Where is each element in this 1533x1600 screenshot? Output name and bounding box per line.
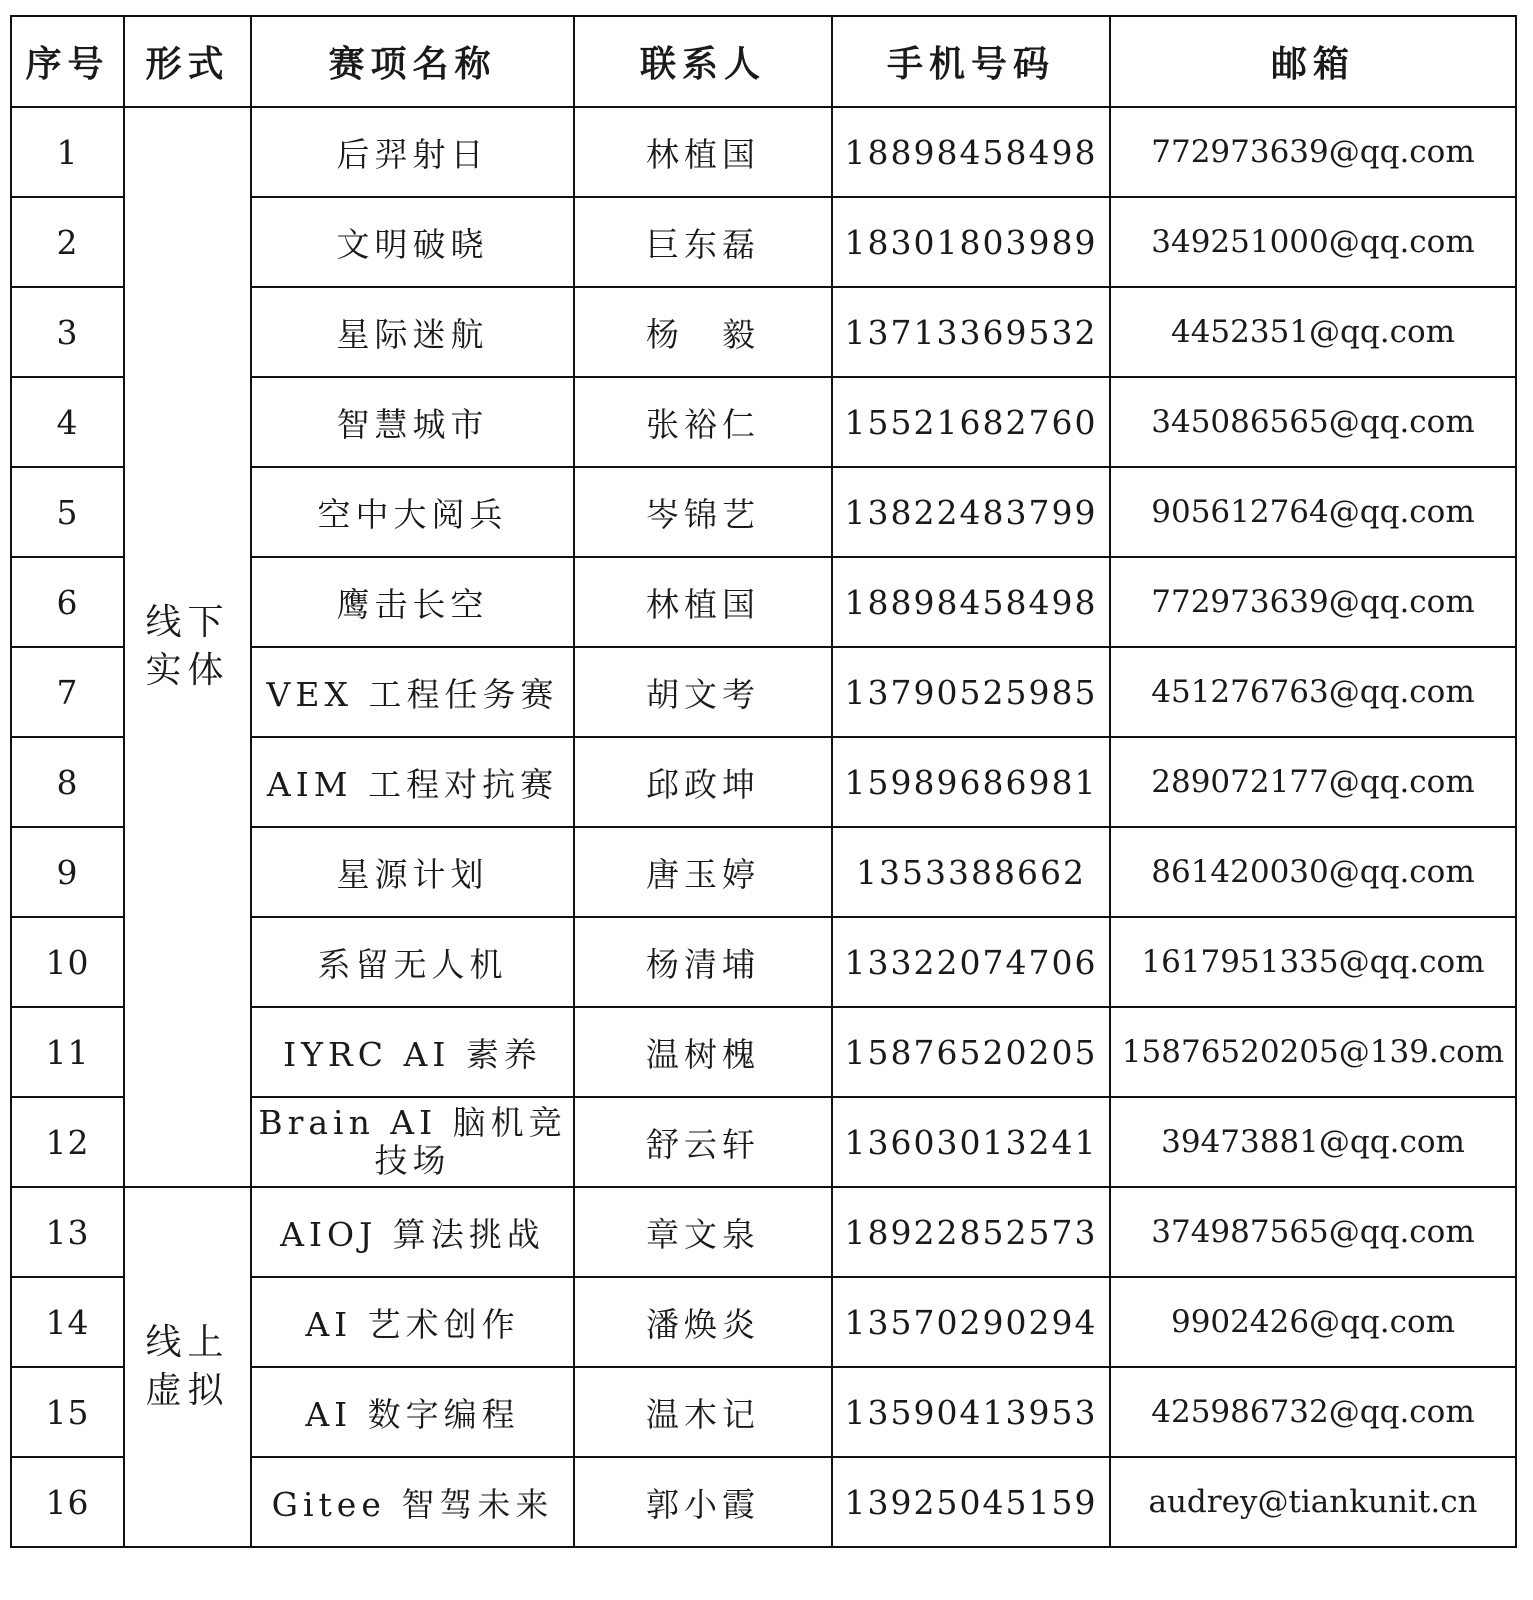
row-contact: 巨东磊 bbox=[574, 197, 832, 287]
row-event: 后羿射日 bbox=[251, 107, 574, 197]
row-index: 10 bbox=[11, 917, 124, 1007]
header-row bbox=[11, 16, 1516, 107]
row-index: 1 bbox=[11, 107, 124, 197]
row-event: Brain AI 脑机竞技场 bbox=[251, 1097, 574, 1187]
row-email: 345086565@qq.com bbox=[1110, 377, 1516, 467]
row-email: 15876520205@139.com bbox=[1110, 1007, 1516, 1097]
row-contact: 胡文考 bbox=[574, 647, 832, 737]
header-contact: 联系人 bbox=[574, 16, 832, 107]
row-index: 5 bbox=[11, 467, 124, 557]
row-event: Gitee 智驾未来 bbox=[251, 1457, 574, 1547]
row-index: 15 bbox=[11, 1367, 124, 1457]
row-event: IYRC AI 素养 bbox=[251, 1007, 574, 1097]
row-phone: 18301803989 bbox=[832, 197, 1110, 287]
row-index: 4 bbox=[11, 377, 124, 467]
format-online-cell bbox=[124, 1187, 251, 1547]
row-contact: 岑锦艺 bbox=[574, 467, 832, 557]
row-contact: 郭小霞 bbox=[574, 1457, 832, 1547]
row-email: 772973639@qq.com bbox=[1110, 557, 1516, 647]
row-phone: 18922852573 bbox=[832, 1187, 1110, 1277]
row-index: 12 bbox=[11, 1097, 124, 1187]
format-offline-line2: 实体 bbox=[145, 650, 230, 691]
row-event: AIOJ 算法挑战 bbox=[251, 1187, 574, 1277]
row-contact: 章文泉 bbox=[574, 1187, 832, 1277]
row-email: 289072177@qq.com bbox=[1110, 737, 1516, 827]
row-phone: 13322074706 bbox=[832, 917, 1110, 1007]
row-phone: 15521682760 bbox=[832, 377, 1110, 467]
row-event: 文明破晓 bbox=[251, 197, 574, 287]
row-phone: 18898458498 bbox=[832, 557, 1110, 647]
row-index: 3 bbox=[11, 287, 124, 377]
row-contact: 张裕仁 bbox=[574, 377, 832, 467]
row-event: 空中大阅兵 bbox=[251, 467, 574, 557]
row-email: 451276763@qq.com bbox=[1110, 647, 1516, 737]
format-offline-cell bbox=[124, 107, 251, 1187]
row-phone: 13790525985 bbox=[832, 647, 1110, 737]
row-index: 11 bbox=[11, 1007, 124, 1097]
row-email: 39473881@qq.com bbox=[1110, 1097, 1516, 1187]
row-contact: 唐玉婷 bbox=[574, 827, 832, 917]
row-event: 系留无人机 bbox=[251, 917, 574, 1007]
table-row bbox=[11, 107, 1516, 197]
row-email: 374987565@qq.com bbox=[1110, 1187, 1516, 1277]
header-phone: 手机号码 bbox=[832, 16, 1110, 107]
row-index: 7 bbox=[11, 647, 124, 737]
row-phone: 13713369532 bbox=[832, 287, 1110, 377]
row-phone: 15876520205 bbox=[832, 1007, 1110, 1097]
row-event: AIM 工程对抗赛 bbox=[251, 737, 574, 827]
row-email: 861420030@qq.com bbox=[1110, 827, 1516, 917]
row-index: 14 bbox=[11, 1277, 124, 1367]
format-online-line1: 线上 bbox=[145, 1322, 230, 1363]
row-contact: 潘焕炎 bbox=[574, 1277, 832, 1367]
row-email: 349251000@qq.com bbox=[1110, 197, 1516, 287]
row-event: 智慧城市 bbox=[251, 377, 574, 467]
row-contact: 温树槐 bbox=[574, 1007, 832, 1097]
row-index: 2 bbox=[11, 197, 124, 287]
row-phone: 13603013241 bbox=[832, 1097, 1110, 1187]
row-phone: 18898458498 bbox=[832, 107, 1110, 197]
row-phone: 15989686981 bbox=[832, 737, 1110, 827]
row-index: 13 bbox=[11, 1187, 124, 1277]
row-email: audrey@tiankunit.cn bbox=[1110, 1457, 1516, 1547]
row-email: 1617951335@qq.com bbox=[1110, 917, 1516, 1007]
row-event: VEX 工程任务赛 bbox=[251, 647, 574, 737]
row-email: 4452351@qq.com bbox=[1110, 287, 1516, 377]
row-phone: 13590413953 bbox=[832, 1367, 1110, 1457]
format-offline-line1: 线下 bbox=[145, 602, 230, 643]
row-event: AI 艺术创作 bbox=[251, 1277, 574, 1367]
row-contact: 杨清埔 bbox=[574, 917, 832, 1007]
row-phone: 13925045159 bbox=[832, 1457, 1110, 1547]
header-format: 形式 bbox=[124, 16, 251, 107]
contact-table bbox=[10, 15, 1517, 1548]
header-index: 序号 bbox=[11, 16, 124, 107]
row-phone: 13822483799 bbox=[832, 467, 1110, 557]
row-email: 905612764@qq.com bbox=[1110, 467, 1516, 557]
row-event: 星源计划 bbox=[251, 827, 574, 917]
row-contact: 杨 毅 bbox=[574, 287, 832, 377]
row-contact: 温木记 bbox=[574, 1367, 832, 1457]
row-index: 8 bbox=[11, 737, 124, 827]
row-email: 425986732@qq.com bbox=[1110, 1367, 1516, 1457]
row-event: 鹰击长空 bbox=[251, 557, 574, 647]
row-contact: 林植国 bbox=[574, 107, 832, 197]
row-contact: 邱政坤 bbox=[574, 737, 832, 827]
row-phone: 1353388662 bbox=[832, 827, 1110, 917]
row-phone: 13570290294 bbox=[832, 1277, 1110, 1367]
row-index: 6 bbox=[11, 557, 124, 647]
row-event: AI 数字编程 bbox=[251, 1367, 574, 1457]
header-event: 赛项名称 bbox=[251, 16, 574, 107]
row-index: 16 bbox=[11, 1457, 124, 1547]
row-contact: 舒云轩 bbox=[574, 1097, 832, 1187]
row-email: 772973639@qq.com bbox=[1110, 107, 1516, 197]
row-index: 9 bbox=[11, 827, 124, 917]
header-email: 邮箱 bbox=[1110, 16, 1516, 107]
row-event: 星际迷航 bbox=[251, 287, 574, 377]
row-email: 9902426@qq.com bbox=[1110, 1277, 1516, 1367]
row-contact: 林植国 bbox=[574, 557, 832, 647]
format-online-line2: 虚拟 bbox=[145, 1370, 230, 1411]
table-row bbox=[11, 1187, 1516, 1277]
